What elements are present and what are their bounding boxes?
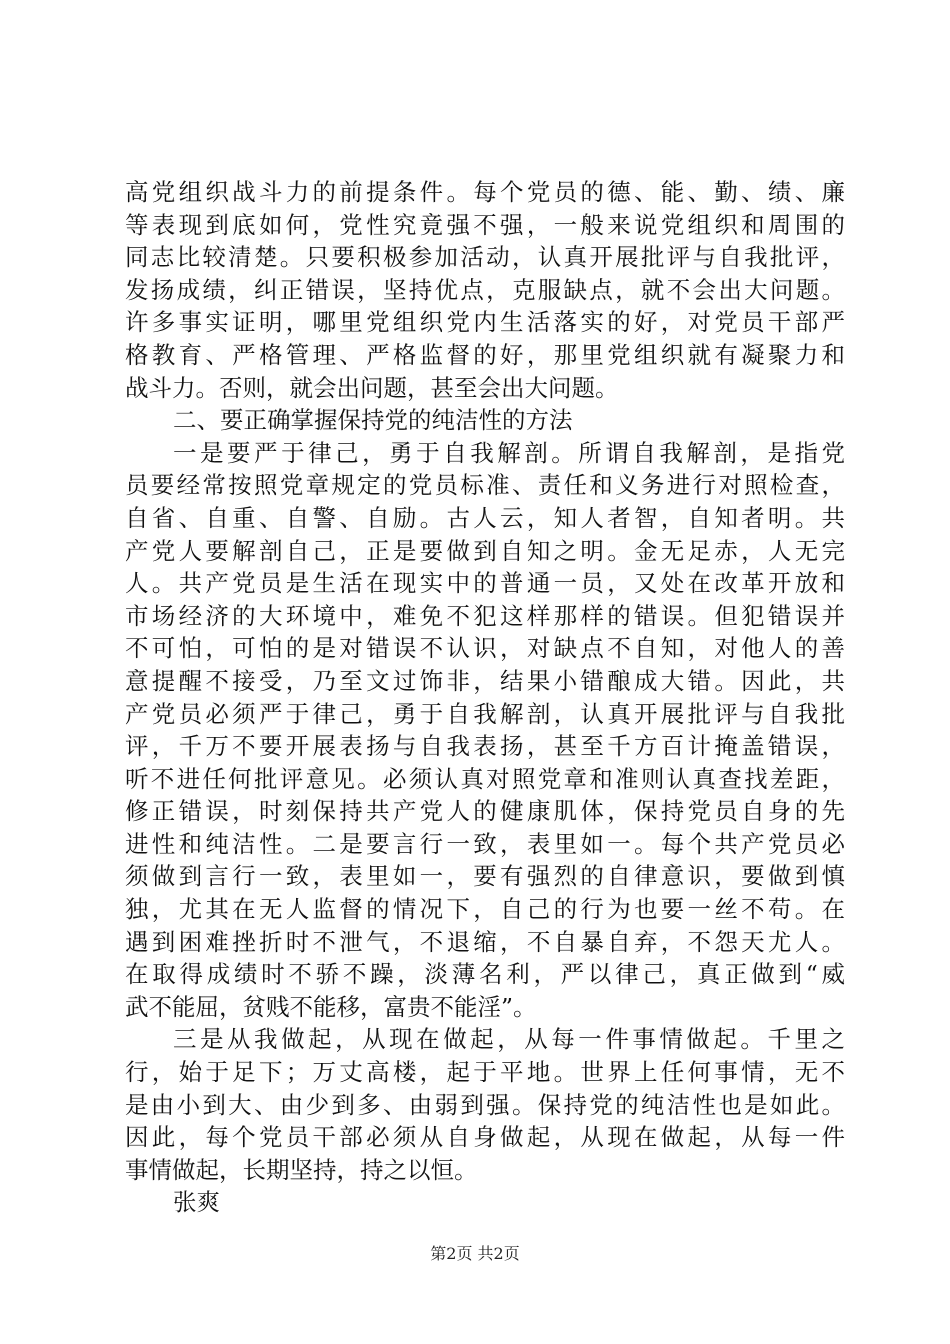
author-name: 张爽 xyxy=(173,1188,220,1217)
text-line: 一是要严于律己，勇于自我解剖。所谓自我解剖，是指党 xyxy=(173,438,845,467)
text-line: 评，千万不要开展表扬与自我表扬，甚至千方百计掩盖错误， xyxy=(125,732,845,761)
text-line: 市场经济的大环境中，难免不犯这样那样的错误。但犯错误并 xyxy=(125,601,845,630)
text-line: 许多事实证明，哪里党组织党内生活落实的好，对党员干部严 xyxy=(125,308,845,337)
text-line: 不可怕，可怕的是对错误不认识，对缺点不自知，对他人的善 xyxy=(125,634,845,663)
text-line: 事情做起，长期坚持，持之以恒。 xyxy=(125,1155,478,1184)
text-line: 意提醒不接受，乃至文过饰非，结果小错酿成大错。因此，共 xyxy=(125,666,845,695)
text-line: 修正错误，时刻保持共产党人的健康肌体，保持党员自身的先 xyxy=(125,797,845,826)
text-line: 行，始于足下；万丈高楼，起于平地。世界上任何事情，无不 xyxy=(125,1058,845,1087)
text-line: 进性和纯洁性。二是要言行一致，表里如一。每个共产党员必 xyxy=(125,829,845,858)
text-line: 等表现到底如何，党性究竟强不强，一般来说党组织和周围的 xyxy=(125,210,845,239)
text-line: 因此，每个党员干部必须从自身做起，从现在做起，从每一件 xyxy=(125,1123,845,1152)
page-number-footer: 第2页 共2页 xyxy=(430,1244,520,1263)
text-line: 战斗力。否则，就会出问题，甚至会出大问题。 xyxy=(125,373,619,402)
text-line: 高党组织战斗力的前提条件。每个党员的德、能、勤、绩、廉 xyxy=(125,178,845,206)
section-heading: 二、要正确掌握保持党的纯洁性的方法 xyxy=(173,406,573,435)
text-line: 武不能屈，贫贱不能移，富贵不能淫”。 xyxy=(125,992,537,1021)
text-line: 独，尤其在无人监督的情况下，自己的行为也要一丝不苟。在 xyxy=(125,895,845,924)
text-line: 三是从我做起，从现在做起，从每一件事情做起。千里之 xyxy=(173,1025,845,1054)
text-line: 须做到言行一致，表里如一，要有强烈的自律意识，要做到慎 xyxy=(125,862,845,891)
text-line: 遇到困难挫折时不泄气，不退缩，不自暴自弃，不怨天尤人。 xyxy=(125,927,845,956)
text-line: 同志比较清楚。只要积极参加活动，认真开展批评与自我批评， xyxy=(125,243,845,272)
text-line: 听不进任何批评意见。必须认真对照党章和准则认真查找差距， xyxy=(125,764,845,793)
text-line: 产党人要解剖自己，正是要做到自知之明。金无足赤，人无完 xyxy=(125,536,845,565)
text-line: 在取得成绩时不骄不躁，淡薄名利，严以律己，真正做到“威 xyxy=(125,960,845,989)
text-line: 员要经常按照党章规定的党员标准、责任和义务进行对照检查， xyxy=(125,471,845,500)
text-line: 是由小到大、由少到多、由弱到强。保持党的纯洁性也是如此。 xyxy=(125,1090,845,1119)
document-body xyxy=(125,176,845,1219)
text-line: 发扬成绩，纠正错误，坚持优点，克服缺点，就不会出大问题。 xyxy=(125,275,845,304)
text-line: 自省、自重、自警、自励。古人云，知人者智，自知者明。共 xyxy=(125,503,845,532)
text-line: 人。共产党员是生活在现实中的普通一员，又处在改革开放和 xyxy=(125,569,845,598)
text-line: 格教育、严格管理、严格监督的好，那里党组织就有凝聚力和 xyxy=(125,340,845,369)
text-line: 产党员必须严于律己，勇于自我解剖，认真开展批评与自我批 xyxy=(125,699,845,728)
